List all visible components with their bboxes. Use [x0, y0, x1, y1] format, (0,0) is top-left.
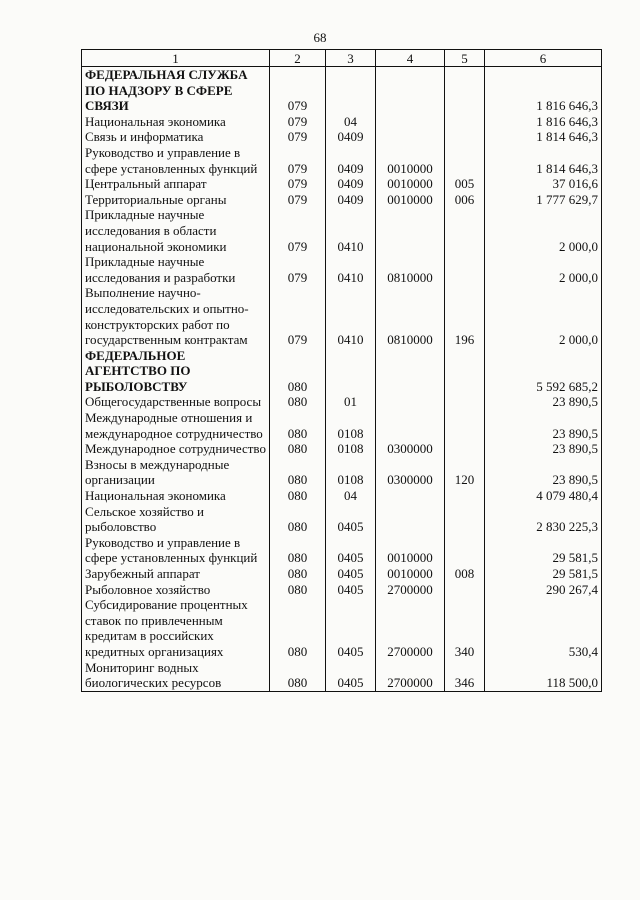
table-row: [82, 145, 602, 176]
ministry-code: 080: [270, 504, 326, 535]
item-name: Субсидирование процентных ставок по привлеченным кредитам в российских кредитных организациях: [82, 597, 270, 659]
table-row: [82, 67, 602, 114]
table-body: [82, 67, 602, 692]
item-name: Национальная экономика: [82, 114, 270, 130]
expense-type-code: [445, 129, 485, 145]
expense-type-code: [445, 67, 485, 114]
expense-type-code: [445, 114, 485, 130]
expense-type-code: 196: [445, 285, 485, 347]
column-header-6: 6: [485, 50, 602, 67]
target-article-code: [376, 114, 445, 130]
section-code: 0409: [326, 129, 376, 145]
item-name: ФЕДЕРАЛЬНАЯ СЛУЖБА ПО НАДЗОРУ В СФЕРЕ СВЯЗИ: [82, 67, 270, 114]
column-header-1: 1: [82, 50, 270, 67]
target-article-code: [376, 129, 445, 145]
table-row: [82, 207, 602, 254]
amount: 2 830 225,3: [485, 504, 602, 535]
amount: 23 890,5: [485, 410, 602, 441]
item-name: Мониторинг водных биологических ресурсов: [82, 660, 270, 692]
ministry-code: 079: [270, 207, 326, 254]
ministry-code: 079: [270, 254, 326, 285]
section-code: 0409: [326, 192, 376, 208]
item-name: Рыболовное хозяйство: [82, 582, 270, 598]
target-article-code: [376, 410, 445, 441]
section-code: 0410: [326, 254, 376, 285]
expense-type-code: [445, 410, 485, 441]
target-article-code: [376, 348, 445, 395]
amount: 5 592 685,2: [485, 348, 602, 395]
section-code: 0409: [326, 145, 376, 176]
section-code: [326, 348, 376, 395]
ministry-code: 080: [270, 566, 326, 582]
item-name: Связь и информатика: [82, 129, 270, 145]
ministry-code: 079: [270, 176, 326, 192]
amount: 29 581,5: [485, 535, 602, 566]
table-row: [82, 660, 602, 692]
section-code: 0410: [326, 285, 376, 347]
amount: 4 079 480,4: [485, 488, 602, 504]
table-row: [82, 348, 602, 395]
table-row: [82, 457, 602, 488]
target-article-code: 0010000: [376, 192, 445, 208]
table-row: [82, 566, 602, 582]
target-article-code: 2700000: [376, 660, 445, 692]
table-row: [82, 535, 602, 566]
ministry-code: 080: [270, 348, 326, 395]
ministry-code: 080: [270, 582, 326, 598]
expense-type-code: 006: [445, 192, 485, 208]
section-code: 0405: [326, 566, 376, 582]
table-row: [82, 410, 602, 441]
target-article-code: [376, 504, 445, 535]
expense-type-code: 346: [445, 660, 485, 692]
amount: 1 814 646,3: [485, 129, 602, 145]
amount: 2 000,0: [485, 207, 602, 254]
table-row: [82, 254, 602, 285]
table-row: [82, 504, 602, 535]
table-row: [82, 285, 602, 347]
column-header-5: 5: [445, 50, 485, 67]
table-row: [82, 441, 602, 457]
table-row: [82, 582, 602, 598]
ministry-code: 079: [270, 192, 326, 208]
amount: 23 890,5: [485, 457, 602, 488]
section-code: 04: [326, 488, 376, 504]
amount: 2 000,0: [485, 254, 602, 285]
expense-type-code: [445, 504, 485, 535]
section-code: 04: [326, 114, 376, 130]
target-article-code: [376, 394, 445, 410]
section-code: 0405: [326, 504, 376, 535]
table-row: [82, 488, 602, 504]
amount: 530,4: [485, 597, 602, 659]
target-article-code: 0300000: [376, 457, 445, 488]
ministry-code: 079: [270, 67, 326, 114]
item-name: Прикладные научные исследования в области национальной экономики: [82, 207, 270, 254]
target-article-code: [376, 67, 445, 114]
budget-table: [81, 49, 602, 692]
item-name: Сельское хозяйство и рыболовство: [82, 504, 270, 535]
expense-type-code: 340: [445, 597, 485, 659]
amount: 29 581,5: [485, 566, 602, 582]
section-code: 0405: [326, 582, 376, 598]
item-name: Зарубежный аппарат: [82, 566, 270, 582]
expense-type-code: [445, 582, 485, 598]
amount: 37 016,6: [485, 176, 602, 192]
item-name: Международное сотрудничество: [82, 441, 270, 457]
table-row: [82, 129, 602, 145]
column-header-4: 4: [376, 50, 445, 67]
page-number: 68: [313, 30, 327, 45]
item-name: Руководство и управление в сфере установленных функций: [82, 535, 270, 566]
target-article-code: 0810000: [376, 254, 445, 285]
section-code: 0409: [326, 176, 376, 192]
item-name: Центральный аппарат: [82, 176, 270, 192]
target-article-code: [376, 207, 445, 254]
ministry-code: 079: [270, 145, 326, 176]
amount: 2 000,0: [485, 285, 602, 347]
column-header-2: 2: [270, 50, 326, 67]
expense-type-code: [445, 207, 485, 254]
ministry-code: 080: [270, 394, 326, 410]
expense-type-code: [445, 254, 485, 285]
expense-type-code: 008: [445, 566, 485, 582]
target-article-code: 0010000: [376, 145, 445, 176]
item-name: Прикладные научные исследования и разработки: [82, 254, 270, 285]
ministry-code: 080: [270, 597, 326, 659]
section-code: 0108: [326, 457, 376, 488]
item-name: Национальная экономика: [82, 488, 270, 504]
target-article-code: 0010000: [376, 535, 445, 566]
amount: 23 890,5: [485, 441, 602, 457]
ministry-code: 080: [270, 660, 326, 692]
target-article-code: 0010000: [376, 176, 445, 192]
ministry-code: 079: [270, 129, 326, 145]
target-article-code: 0300000: [376, 441, 445, 457]
amount: 23 890,5: [485, 394, 602, 410]
section-code: 0410: [326, 207, 376, 254]
table-row: [82, 597, 602, 659]
expense-type-code: [445, 145, 485, 176]
item-name: Общегосударственные вопросы: [82, 394, 270, 410]
section-code: 0405: [326, 535, 376, 566]
amount: 1 777 629,7: [485, 192, 602, 208]
ministry-code: 080: [270, 441, 326, 457]
amount: 118 500,0: [485, 660, 602, 692]
target-article-code: 0010000: [376, 566, 445, 582]
ministry-code: 080: [270, 410, 326, 441]
section-code: 0108: [326, 441, 376, 457]
section-code: 01: [326, 394, 376, 410]
target-article-code: 2700000: [376, 582, 445, 598]
item-name: Международные отношения и международное сотрудничество: [82, 410, 270, 441]
expense-type-code: 005: [445, 176, 485, 192]
expense-type-code: 120: [445, 457, 485, 488]
item-name: ФЕДЕРАЛЬНОЕ АГЕНТСТВО ПО РЫБОЛОВСТВУ: [82, 348, 270, 395]
table-row: [82, 394, 602, 410]
item-name: Выполнение научно-исследовательских и опытно-конструкторских работ по государственным контрактам: [82, 285, 270, 347]
ministry-code: 079: [270, 285, 326, 347]
amount: 290 267,4: [485, 582, 602, 598]
amount: 1 816 646,3: [485, 67, 602, 114]
expense-type-code: [445, 441, 485, 457]
amount: 1 814 646,3: [485, 145, 602, 176]
table-row: [82, 114, 602, 130]
table-row: [82, 176, 602, 192]
expense-type-code: [445, 488, 485, 504]
section-code: [326, 67, 376, 114]
target-article-code: [376, 488, 445, 504]
target-article-code: 2700000: [376, 597, 445, 659]
section-code: 0405: [326, 597, 376, 659]
target-article-code: 0810000: [376, 285, 445, 347]
item-name: Взносы в международные организации: [82, 457, 270, 488]
column-header-3: 3: [326, 50, 376, 67]
ministry-code: 079: [270, 114, 326, 130]
expense-type-code: [445, 394, 485, 410]
section-code: 0108: [326, 410, 376, 441]
ministry-code: 080: [270, 488, 326, 504]
ministry-code: 080: [270, 535, 326, 566]
item-name: Территориальные органы: [82, 192, 270, 208]
item-name: Руководство и управление в сфере установленных функций: [82, 145, 270, 176]
expense-type-code: [445, 348, 485, 395]
section-code: 0405: [326, 660, 376, 692]
table-row: [82, 192, 602, 208]
amount: 1 816 646,3: [485, 114, 602, 130]
ministry-code: 080: [270, 457, 326, 488]
expense-type-code: [445, 535, 485, 566]
header-row: [82, 50, 602, 67]
